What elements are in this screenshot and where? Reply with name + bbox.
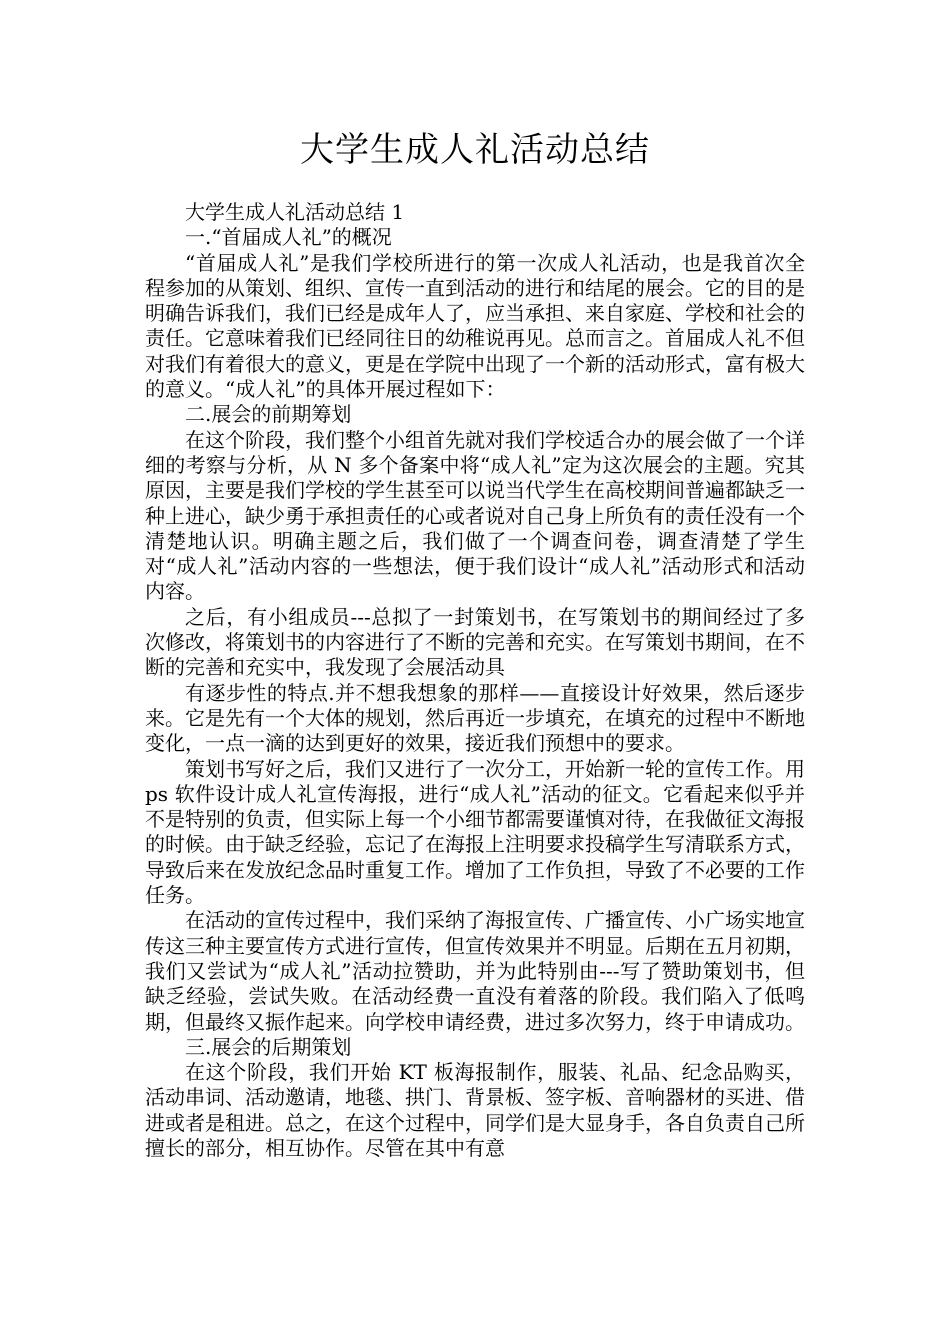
body-paragraph: 策划书写好之后，我们又进行了一次分工，开始新一轮的宣传工作。用 ps 软件设计成人礼宣传海报，进行“成人礼”活动的征文。它看起来似乎并不是特别的负责，但实际上每一个小细节都需要谨慎对待，在我做征文海报的时候。由于缺乏经验，忘记了在海报上注明要求投稿学生写清联系方式，导致后来在发放纪念品时重复工作。增加了工作负担，导致了不必要的工作任务。: [145, 756, 805, 908]
section-heading-1: 一.“首届成人礼”的概况: [185, 225, 392, 250]
body-paragraph: 在这个阶段，我们整个小组首先就对我们学校适合办的展会做了一个详细的考察与分析，从 N 多个备案中将“成人礼”定为这次展会的主题。究其原因，主要是我们学校的学生甚至可以说当代学生在高校期间普遍都缺乏一种上进心，缺少勇于承担责任的心或者说对自己身上所负有的责任没有一个清楚地认识。明确主题之后，我们做了一个调查问卷，调查清楚了学生对“成人礼”活动内容的一些想法，便于我们设计“成人礼”活动形式和活动内容。: [145, 427, 805, 604]
subtitle-paragraph: 大学生成人礼活动总结 1: [185, 200, 405, 224]
document-title: 大学生成人礼活动总结: [300, 130, 650, 170]
body-paragraph: 在这个阶段，我们开始 KT 板海报制作，服装、礼品、纪念品购买，活动串词、活动邀请，地毯、拱门、背景板、签字板、音响器材的买进、借进或者是租进。总之，在这个过程中，同学们是大显身手，各自负责自己所擅长的部分，相互协作。尽管在其中有意: [145, 1060, 805, 1160]
body-paragraph: 在活动的宣传过程中，我们采纳了海报宣传、广播宣传、小广场实地宣传这三种主要宣传方式进行宣传，但宣传效果并不明显。后期在五月初期，我们又尝试为“成人礼”活动拉赞助，并为此特别由---写了赞助策划书，但缺乏经验，尝试失败。在活动经费一直没有着落的阶段。我们陷入了低鸣期，但最终又振作起来。向学校申请经费，进过多次努力，终于申请成功。: [145, 908, 805, 1034]
body-paragraph: “首届成人礼”是我们学校所进行的第一次成人礼活动，也是我首次全程参加的从策划、组织、宣传一直到活动的进行和结尾的展会。它的目的是明确告诉我们，我们已经是成年人了，应当承担、来自家庭、学校和社会的责任。它意味着我们已经同往日的幼稚说再见。总而言之。首届成人礼不但对我们有着很大的意义，更是在学院中出现了一个新的活动形式，富有极大的意义。“成人礼”的具体开展过程如下：: [145, 250, 805, 402]
body-paragraph: 之后，有小组成员---总拟了一封策划书，在写策划书的期间经过了多次修改，将策划书的内容进行了不断的完善和充实。在写策划书期间，在不断的完善和充实中，我发现了会展活动具: [145, 604, 805, 680]
section-heading-3: 三.展会的后期策划: [185, 1034, 352, 1059]
document-body: [145, 200, 805, 1161]
body-paragraph: 有逐步性的特点.并不想我想象的那样——直接设计好效果，然后逐步来。它是先有一个大体的规划，然后再近一步填充，在填充的过程中不断地变化，一点一滴的达到更好的效果，接近我们预想中的要求。: [145, 680, 805, 756]
section-heading-2: 二.展会的前期筹划: [185, 402, 352, 427]
